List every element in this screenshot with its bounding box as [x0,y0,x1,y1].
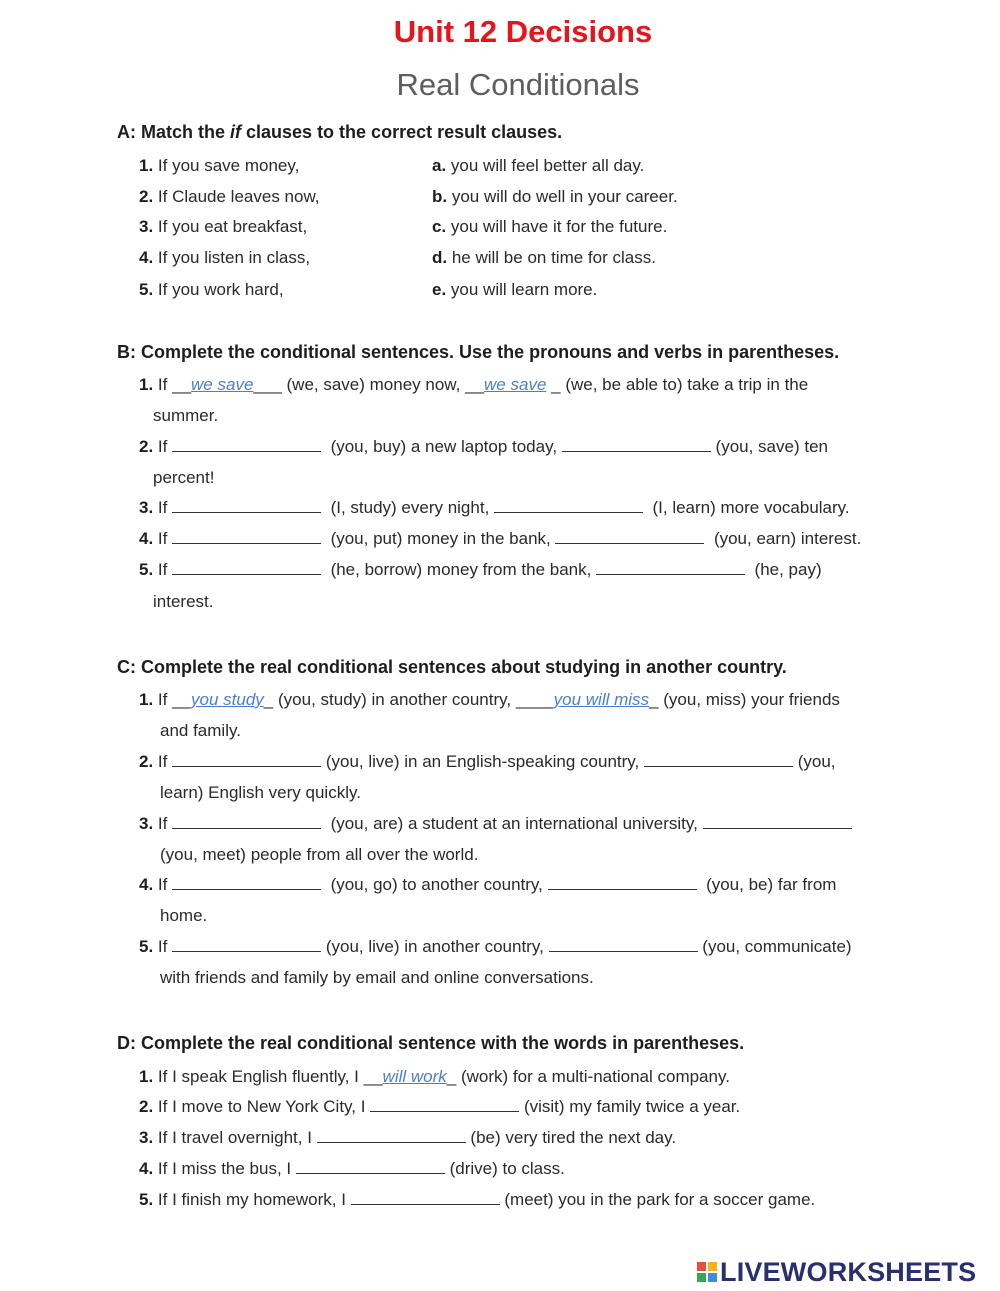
answer-blank[interactable] [172,875,321,890]
list-item: 3. If I travel overnight, I (be) very tired the next day. [139,1128,677,1147]
list-item: 5. If I finish my homework, I (meet) you in the park for a soccer game. [139,1190,816,1209]
logo-block [697,1273,706,1282]
list-item: e. you will learn more. [432,280,598,299]
page-title: Unit 12 Decisions [393,14,653,49]
list-item: c. you will have it for the future. [432,217,668,236]
list-item: a. you will feel better all day. [432,156,645,175]
answer-blank[interactable] [172,752,321,767]
answer-blank[interactable] [370,1097,519,1112]
answer-blank[interactable] [172,529,321,544]
answer-field[interactable]: we save [191,375,254,394]
section-c-heading: C: Complete the real conditional sentences about studying in another country. [117,657,787,677]
liveworksheets-logo [697,1257,976,1287]
section-b-heading: B: Complete the conditional sentences. Use the pronouns and verbs in parentheses. [117,342,840,362]
list-item: d. he will be on time for class. [432,248,656,267]
list-item: 4. If (you, put) money in the bank, (you, earn) interest. [139,529,862,548]
list-item: 4. If (you, go) to another country, (you, be) far from [139,875,837,894]
answer-blank[interactable] [172,498,321,513]
list-item-continuation: interest. [153,592,214,611]
answer-blank[interactable] [296,1159,445,1174]
answer-blank[interactable] [172,814,321,829]
answer-field[interactable]: we save [484,375,547,394]
list-item: 1. If __you study_ (you, study) in another country, ____you will miss_ (you, miss) your friends [139,690,840,709]
answer-blank[interactable] [562,437,711,452]
list-item-continuation: and family. [160,721,241,740]
list-item: 4. If I miss the bus, I (drive) to class. [139,1159,565,1178]
list-item: 5. If (you, live) in another country, (you, communicate) [139,937,852,956]
section-a-heading: A: Match the if clauses to the correct result clauses. [117,122,563,142]
answer-blank[interactable] [351,1190,500,1205]
list-item: 2. If (you, live) in an English-speaking country, (you, [139,752,836,771]
logo-block [708,1262,717,1271]
answer-blank[interactable] [644,752,793,767]
answer-blank[interactable] [549,937,698,952]
logo-text: LIVEWORKSHEETS [720,1256,977,1287]
page-subtitle: Real Conditionals [396,67,640,102]
list-item: 5. If you work hard, [139,280,284,299]
answer-blank[interactable] [494,498,643,513]
list-item: b. you will do well in your career. [432,187,678,206]
answer-field[interactable]: you will miss [553,690,650,709]
logo-blocks-icon [697,1262,717,1282]
list-item-continuation: home. [160,906,208,925]
answer-field[interactable]: will work [382,1067,447,1086]
list-item: 3. If you eat breakfast, [139,217,308,236]
list-item: 2. If I move to New York City, I (visit) my family twice a year. [139,1097,741,1116]
answer-blank[interactable] [555,529,704,544]
list-item-continuation: percent! [153,468,215,487]
section-d-heading: D: Complete the real conditional sentence with the words in parentheses. [117,1033,745,1053]
list-item: 5. If (he, borrow) money from the bank, (he, pay) [139,560,822,579]
logo-block [708,1273,717,1282]
answer-blank[interactable] [172,437,321,452]
list-item: 4. If you listen in class, [139,248,311,267]
answer-blank[interactable] [548,875,697,890]
logo-block [697,1262,706,1271]
list-item: 1. If I speak English fluently, I __will work_ (work) for a multi-national company. [139,1067,730,1086]
list-item-continuation: learn) English very quickly. [160,783,361,802]
answer-blank[interactable] [317,1128,466,1143]
list-item-continuation: (you, meet) people from all over the world. [160,845,479,864]
list-item: 2. If Claude leaves now, [139,187,320,206]
answer-blank[interactable] [596,560,745,575]
list-item: 3. If (you, are) a student at an international university, [139,814,852,834]
answer-blank[interactable] [703,814,852,829]
list-item: 3. If (I, study) every night, (I, learn) more vocabulary. [139,498,850,517]
list-item: 1. If you save money, [139,156,300,175]
list-item: 1. If __we save___ (we, save) money now, __we save _ (we, be able to) take a trip in the [139,375,809,394]
answer-field[interactable]: you study [191,690,264,709]
list-item-continuation: summer. [153,406,219,425]
list-item-continuation: with friends and family by email and online conversations. [160,968,594,987]
answer-blank[interactable] [172,937,321,952]
answer-blank[interactable] [172,560,321,575]
list-item: 2. If (you, buy) a new laptop today, (you, save) ten [139,437,828,456]
